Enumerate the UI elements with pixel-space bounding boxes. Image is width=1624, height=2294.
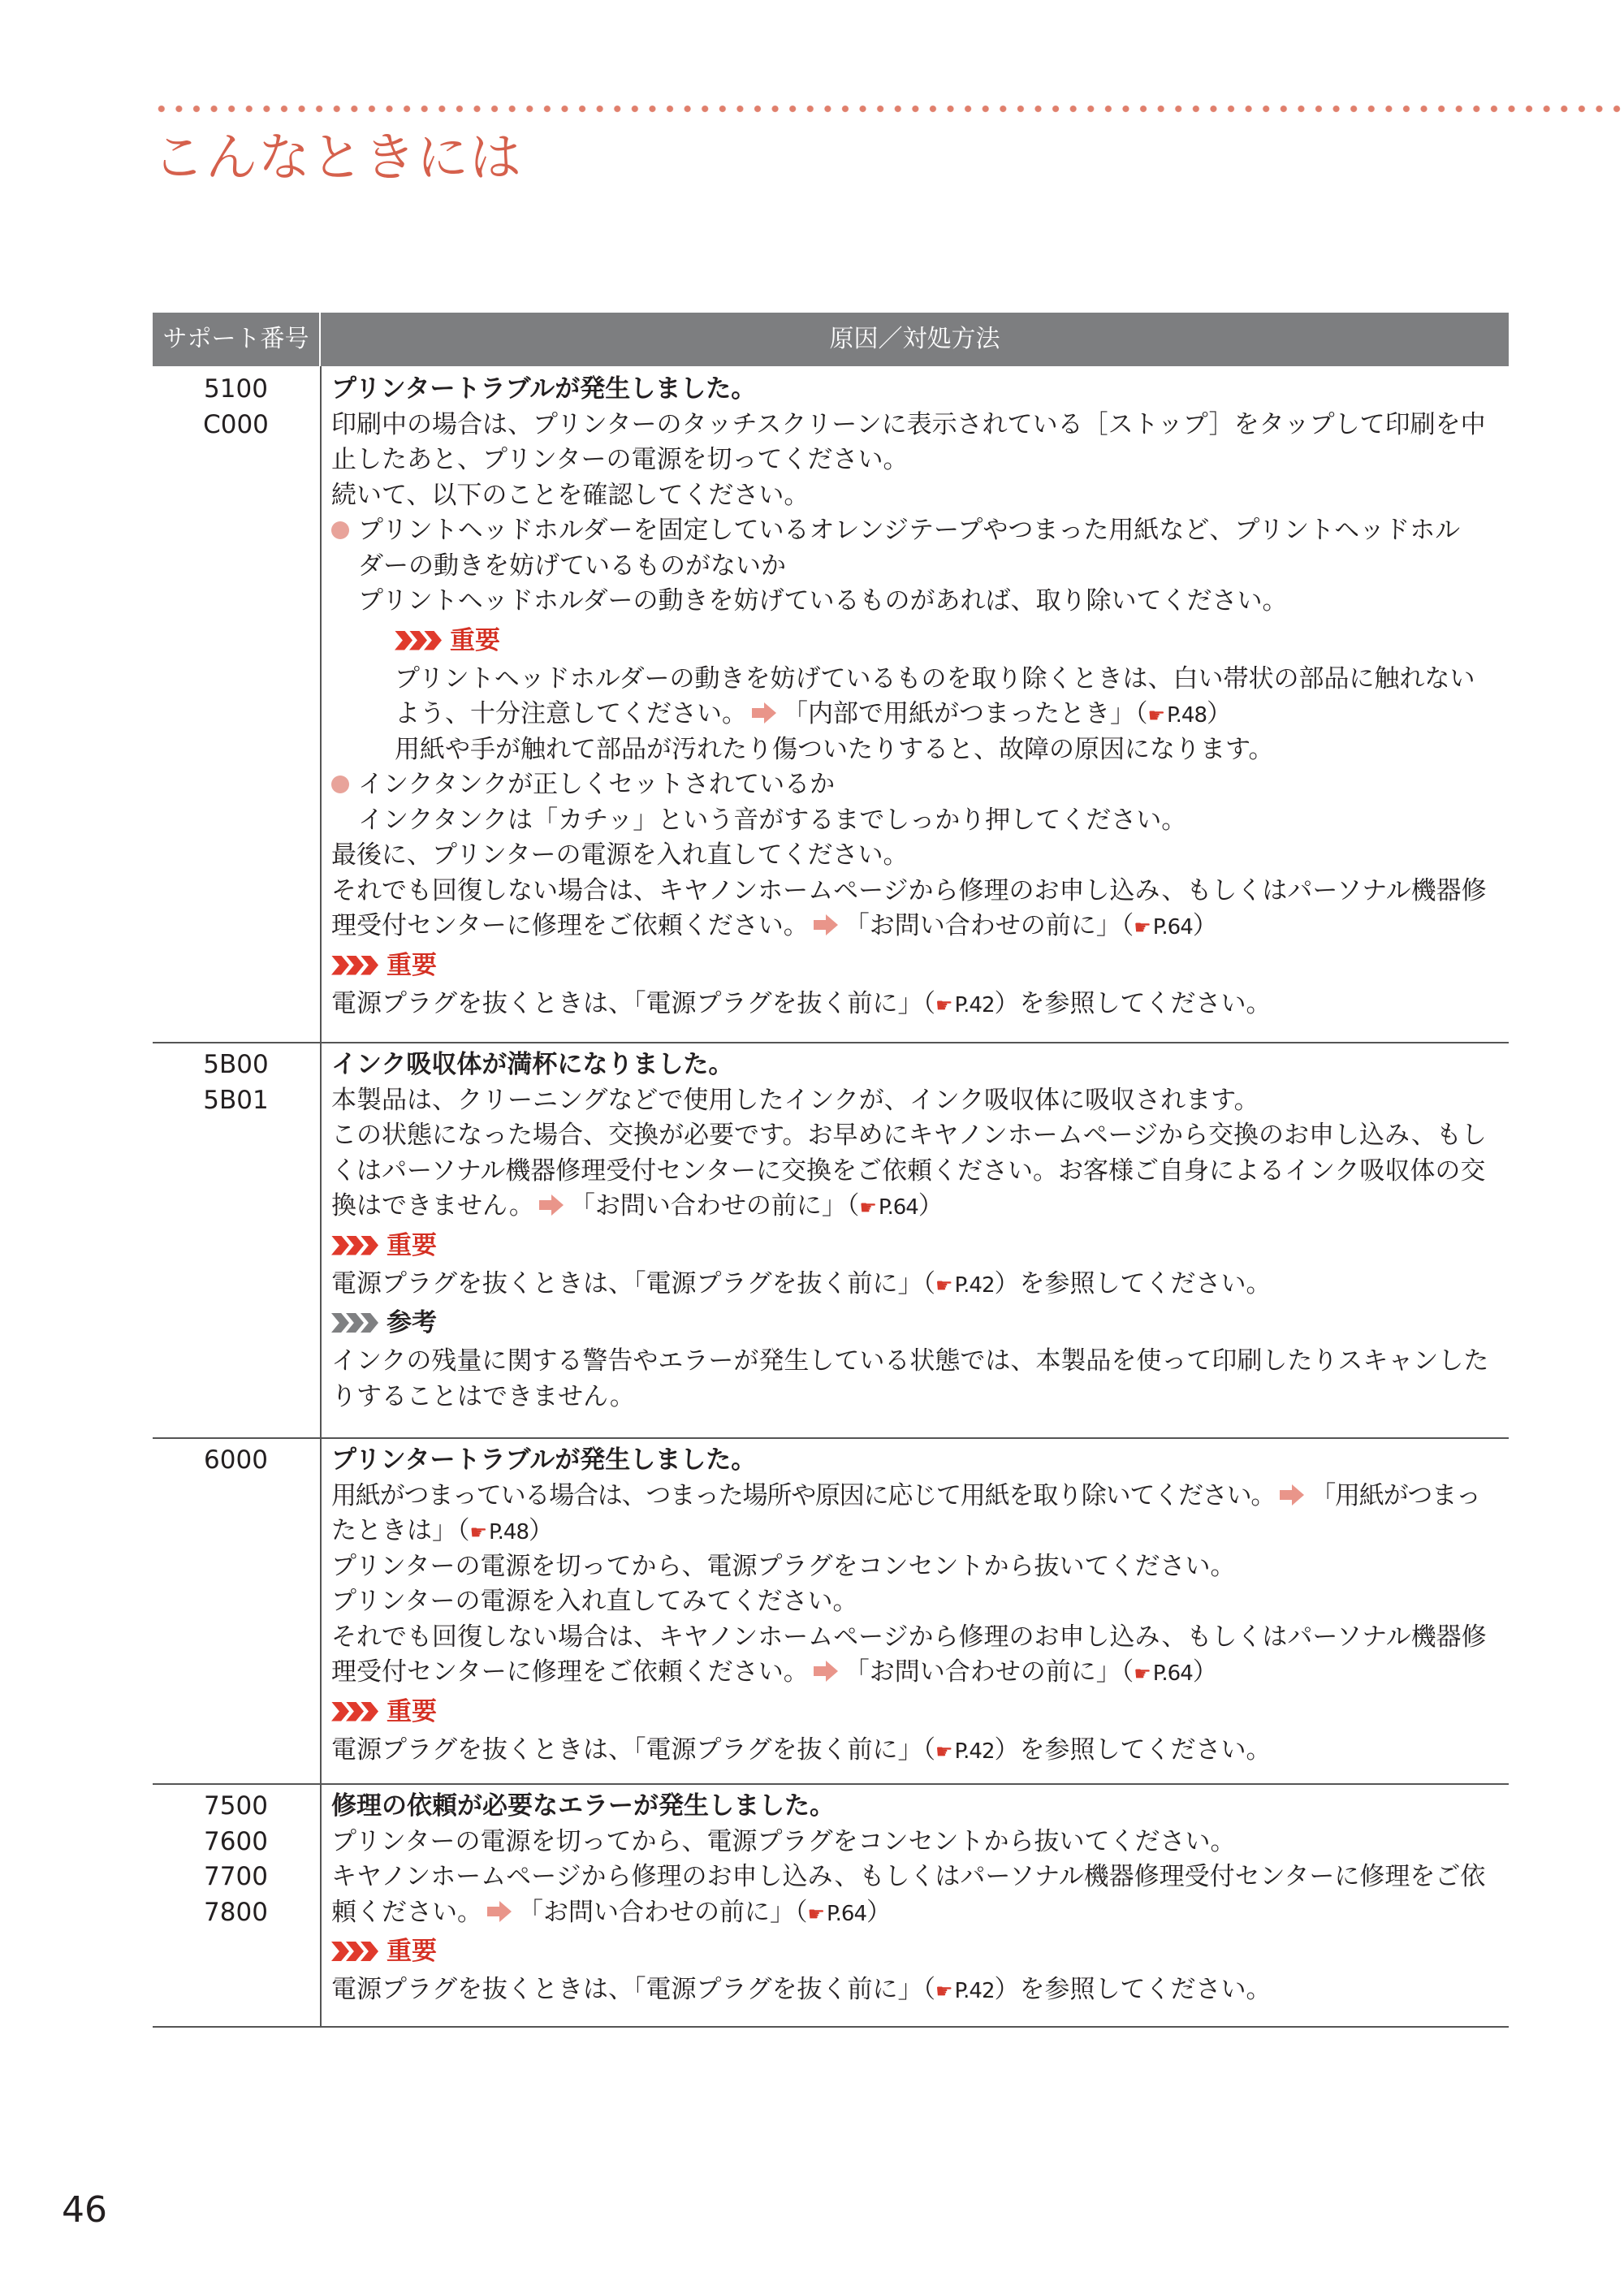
page-pointer-icon: ☛ [469, 1521, 488, 1544]
body-text: 換はできません。 「お問い合わせの前に」（☛P.64） [331, 1191, 944, 1220]
reference-badge: 参考 [331, 1302, 1509, 1344]
page-pointer-icon: ☛ [859, 1196, 877, 1219]
body-text: それでも回復しない場合は、キヤノンホームページから修理のお申し込み、もしくはパーソナル機器修 [331, 1622, 1487, 1652]
page-ref[interactable]: P.48 [489, 1520, 529, 1544]
link-arrow-icon [539, 1195, 564, 1216]
body-text: 印刷中の場合は、プリンターのタッチスクリーンに表示されている［ストップ］をタップして印刷を中 [331, 409, 1486, 439]
error-title: インク吸収体が満杯になりました。 [331, 1050, 734, 1079]
body-text: 頼ください。 「お問い合わせの前に」（☛P.64） [331, 1897, 892, 1927]
table-header [153, 313, 1509, 366]
body-text: たときは」（☛P.48） [331, 1516, 554, 1545]
page-ref[interactable]: P.64 [1152, 915, 1193, 940]
body-text: 用紙がつまっている場合は、つまった場所や原因に応じて用紙を取り除いてください。 「用紙がつまっ [331, 1480, 1480, 1510]
header-cause-solution: 原因／対処方法 [829, 325, 1000, 353]
body-text: インクタンクは「カチッ」という音がするまでしっかり押してください。 [358, 805, 1187, 835]
header-support-number: サポート番号 [153, 313, 321, 366]
body-text: 電源プラグを抜くときは、「電源プラグを抜く前に」（☛P.42）を参照してください。 [331, 988, 1272, 1018]
body-text: プリントヘッドホルダーの動きを妨げているものがあれば、取り除いてください。 [358, 586, 1288, 616]
reference-link[interactable]: 「内部で用紙がつまったとき」（ [783, 699, 1148, 728]
body-text: りすることはできません。 [331, 1381, 635, 1411]
support-code: 7800 [204, 1897, 268, 1927]
body-text: 理受付センターに修理をご依頼ください。 「お問い合わせの前に」（☛P.64） [331, 911, 1218, 940]
body-text: 止したあと、プリンターの電源を切ってください。 [331, 445, 909, 474]
reference-link[interactable]: たときは」（ [331, 1516, 470, 1545]
important-badge: 重要 [331, 1691, 1509, 1733]
body-text: インクの残量に関する警告やエラーが発生している状態では、本製品を使って印刷したりスキャンした [331, 1346, 1489, 1376]
page-ref[interactable]: P.42 [954, 1979, 995, 2003]
support-code: 7500 [204, 1791, 268, 1821]
page-ref[interactable]: P.64 [1152, 1661, 1193, 1686]
reference-chevron-icon [331, 1313, 375, 1333]
body-text: よう、十分注意してください。 「内部で用紙がつまったとき」（☛P.48） [395, 699, 1232, 728]
bullet-icon [331, 521, 349, 539]
support-code: 5B00 [203, 1050, 269, 1079]
dotted-rule [153, 104, 1624, 114]
important-badge: 重要 [331, 620, 1509, 662]
page-title: こんなときには [153, 128, 522, 188]
body-text: 電源プラグを抜くときは、「電源プラグを抜く前に」（☛P.42）を参照してください。 [331, 1735, 1272, 1765]
reference-link[interactable]: 「お問い合わせの前に」（ [569, 1191, 860, 1220]
column-divider [320, 366, 322, 2028]
body-text: プリンターの電源を入れ直してみてください。 [331, 1587, 858, 1616]
important-badge: 重要 [331, 944, 1509, 987]
support-code: 5B01 [203, 1085, 269, 1115]
body-text: 理受付センターに修理をご依頼ください。 「お問い合わせの前に」（☛P.64） [331, 1657, 1218, 1687]
reference-link[interactable]: 「お問い合わせの前に」（ [518, 1897, 808, 1927]
body-text: 続いて、以下のことを確認してください。 [331, 480, 810, 510]
support-code: C000 [203, 409, 269, 439]
page-pointer-icon: ☛ [1134, 916, 1151, 939]
important-badge: 重要 [331, 1930, 1509, 1972]
row-content [331, 1789, 1509, 2008]
page-pointer-icon: ☛ [935, 993, 953, 1017]
body-text: ダーの動きを妨げているものがないか [358, 551, 786, 581]
error-title: プリンタートラブルが発生しました。 [331, 1445, 757, 1475]
row-codes [153, 372, 319, 443]
check-item: インクタンクが正しくセットされているか [331, 767, 1509, 803]
body-text: プリンターの電源を切ってから、電源プラグをコンセントから抜いてください。 [331, 1551, 1236, 1581]
important-chevron-icon [331, 1236, 375, 1255]
important-chevron-icon [331, 1702, 375, 1722]
error-title: 修理の依頼が必要なエラーが発生しました。 [331, 1791, 835, 1821]
link-arrow-icon [814, 914, 838, 935]
link-arrow-icon [752, 702, 776, 724]
row-codes [153, 1443, 319, 1479]
body-text: この状態になった場合、交換が必要です。お早めにキヤノンホームページから交換のお申し込み、もし [331, 1121, 1487, 1150]
body-text: 本製品は、クリーニングなどで使用したインクが、インク吸収体に吸収されます。 [331, 1085, 1259, 1115]
row-divider [153, 1042, 1509, 1043]
row-content [331, 1443, 1509, 1768]
page-ref[interactable]: P.42 [954, 992, 995, 1017]
page-pointer-icon: ☛ [807, 1902, 826, 1925]
link-arrow-icon [814, 1661, 838, 1682]
reference-link[interactable]: 「お問い合わせの前に」（ [844, 1657, 1134, 1687]
important-chevron-icon [395, 631, 438, 650]
page-ref[interactable]: P.42 [954, 1739, 995, 1764]
reference-link[interactable]: 「用紙がつまっ [1311, 1480, 1480, 1510]
reference-link[interactable]: 「お問い合わせの前に」（ [844, 911, 1134, 940]
table-bottom-border [153, 2026, 1509, 2028]
body-text: 電源プラグを抜くときは、「電源プラグを抜く前に」（☛P.42）を参照してください。 [331, 1268, 1272, 1298]
page-ref[interactable]: P.42 [954, 1272, 995, 1298]
page-pointer-icon: ☛ [935, 1739, 953, 1763]
support-code: 7600 [204, 1826, 268, 1856]
support-code: 7700 [204, 1862, 268, 1891]
body-text: くはパーソナル機器修理受付センターに交換をご依頼ください。お客様ご自身によるインク吸収体の交 [331, 1156, 1486, 1186]
row-codes [153, 1789, 319, 1930]
page-ref[interactable]: P.64 [827, 1901, 866, 1926]
row-divider [153, 1437, 1509, 1439]
important-badge: 重要 [331, 1225, 1509, 1267]
page-pointer-icon: ☛ [1134, 1662, 1151, 1685]
support-code: 6000 [204, 1445, 268, 1475]
row-codes [153, 1048, 319, 1118]
page-ref[interactable]: P.48 [1167, 703, 1207, 728]
page-pointer-icon: ☛ [935, 1273, 953, 1297]
link-arrow-icon [1280, 1484, 1304, 1506]
row-divider [153, 1783, 1509, 1785]
body-text: それでも回復しない場合は、キヤノンホームページから修理のお申し込み、もしくはパーソナル機器修 [331, 875, 1487, 905]
body-text: プリントヘッドホルダーの動きを妨げているものを取り除くときは、白い帯状の部品に触れない [395, 663, 1475, 693]
check-item: プリントヘッドホルダーを固定しているオレンジテープやつまった用紙など、プリントヘッドホル [331, 513, 1509, 549]
important-chevron-icon [331, 956, 375, 975]
page-ref[interactable]: P.64 [878, 1195, 918, 1220]
important-chevron-icon [331, 1942, 375, 1961]
page-pointer-icon: ☛ [1147, 704, 1166, 727]
link-arrow-icon [487, 1901, 512, 1922]
body-text: 電源プラグを抜くときは、「電源プラグを抜く前に」（☛P.42）を参照してください。 [331, 1975, 1272, 2004]
row-content [331, 1048, 1509, 1415]
page-number: 46 [62, 2189, 107, 2231]
support-code: 5100 [204, 374, 268, 404]
error-title: プリンタートラブルが発生しました。 [331, 374, 757, 404]
body-text: 最後に、プリンターの電源を入れ直してください。 [331, 840, 909, 870]
page-pointer-icon: ☛ [935, 1980, 953, 2002]
body-text: 用紙や手が触れて部品が汚れたり傷ついたりすると、故障の原因になります。 [395, 734, 1274, 764]
row-content [331, 372, 1509, 1022]
bullet-icon [331, 775, 349, 793]
body-text: プリンターの電源を切ってから、電源プラグをコンセントから抜いてください。 [331, 1826, 1236, 1856]
body-text: キヤノンホームページから修理のお申し込み、もしくはパーソナル機器修理受付センターに修理をご依 [331, 1862, 1486, 1891]
